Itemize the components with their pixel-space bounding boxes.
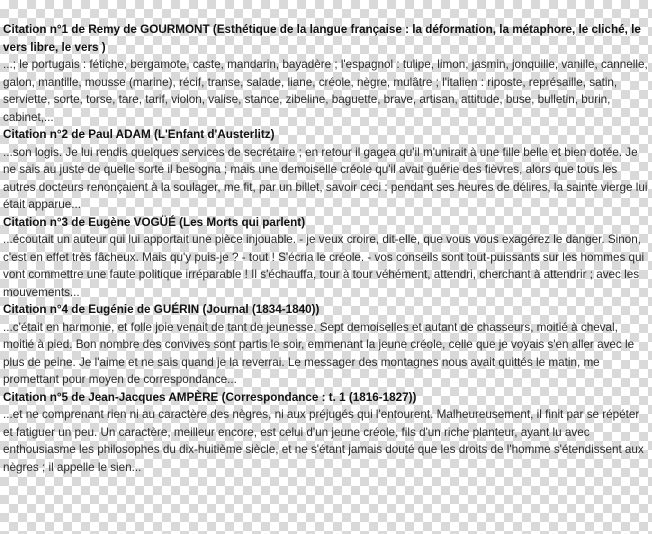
citation-heading: Citation n°1 de Remy de GOURMONT (Esthétique de la langue française : la déformation, la métaphore, le cliché, le vers libre, le vers ) — [3, 23, 641, 54]
citation-heading: Citation n°3 de Eugène VOGÜÉ (Les Morts qui parlent) — [3, 215, 306, 229]
citation-3 — [3, 214, 649, 302]
citation-1 — [3, 21, 649, 126]
citation-5 — [3, 389, 649, 477]
citation-text: ...son logis. Je lui rendis quelques services de secrétaire ; en retour il gagea qu'il m'unirait à une fille belle et bien dotée. Je ne sais au juste de quelle sorte il besogna ; mais une demoiselle créole qu'il avait guérie des fièvres, alors que tous les autres docteurs renonçaient à la soulager, me fit, par un billet, savoir ceci : pendant ses heures de délires, la sainte vierge lui était apparue... — [3, 145, 648, 211]
document-page — [3, 21, 649, 476]
citation-heading: Citation n°4 de Eugénie de GUÉRIN (Journal (1834-1840)) — [3, 303, 320, 316]
citation-text: ...écoutait un auteur qui lui apportait une pièce injouable. - je veux croire, dit-elle, que vous vous exagérez le danger. Sinon, c'est en effet très fâcheux. Mais qu'y puis-je ? - tout ! S'écria le créole. - vos conseils sont tout-puissants sur les hommes qui vont commettre une faute politique irréparable ! Il s'échauffa, tour à tour véhément, attendri, cherchant à attendrir ; avec les mouvements... — [3, 233, 645, 299]
citation-text: ...c'était en harmonie, et folle joie venait de tant de jeunesse. Sept demoiselles et autant de chasseurs, moitié à cheval, moitié à pied. Bon nombre des convives sont partis le soir, emmenant la jeune créole, celle que je voyais s'en aller avec le plus de peine. Je l'aime et ne sais quand je la reverrai. Le messager des montagnes nous avait quittés le matin, me promettant pour moyen de correspondance... — [3, 320, 635, 386]
citation-2 — [3, 126, 649, 214]
citation-text: ...et ne comprenant rien ni au caractère des nègres, ni aux préjugés qui l'entourent. Malheureusement, il finit par se répéter et fatiguer un peu. Un caractère, meilleur encore, est celui d'un jeune créole, fils d'un riche planteur, ayant lu avec enthousiasme les philosophes du dix-huitième siècle, et ne s'étant jamais douté que les droits de l'homme s'étendissent aux nègres ; il appelle le sien... — [3, 408, 644, 474]
citation-heading: Citation n°2 de Paul ADAM (L'Enfant d'Austerlitz) — [3, 128, 275, 141]
citation-text: ...; le portugais : fétiche, bergamote, caste, mandarin, bayadère ; l'espagnol : tulipe, limon, jasmin, jonquille, vanille, cannelle, galon, mantille, mousse (marine), récif, transe, salade, liane, créole, nègre, mulâtre ; l'italien : riposte, représaille, satin, serviette, sorte, torse, tare, tarif, violon, valise, stance, zibeline, baguette, brave, artisan, attitude, buse, bulletin, burin, cabinet,... — [3, 58, 648, 124]
citation-heading: Citation n°5 de Jean-Jacques AMPÈRE (Correspondance : t. 1 (1816-1827)) — [3, 390, 417, 404]
citation-4 — [3, 301, 649, 389]
